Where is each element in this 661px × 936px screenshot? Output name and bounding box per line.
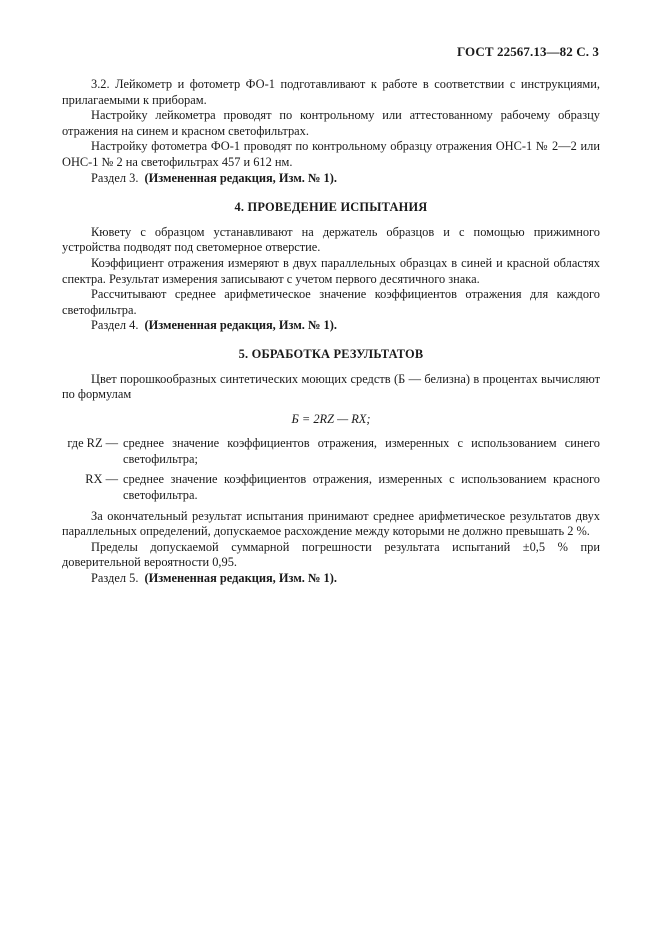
- paragraph-photometer-setup: Настройку фотометра ФО-1 проводят по контрольному образцу отражения ОНС-1 № 2—2 или ОНС-1 № 2 на светофильтрах 457 и 612 нм.: [62, 139, 600, 169]
- paragraph-average: Рассчитывают среднее арифметическое значение коэффициентов отражения для каждого светофильтра.: [62, 287, 600, 317]
- paragraph-cuvette: Кювету с образцом устанавливают на держатель образцов и с помощью прижимного устройства подводят под светомерное отверстие.: [62, 224, 600, 255]
- definition-desc-rz: среднее значение коэффициентов отражения, измеренных с использованием синего светофильтра;: [123, 436, 600, 466]
- paragraph-3-2: 3.2. Лейкометр и фотометр ФО-1 подготавливают к работе в соответствии с инструкциями, прилагаемыми к приборам.: [62, 77, 600, 107]
- whiteness-formula: Б = 2RZ — RX;: [291, 411, 371, 426]
- amendment-note-section-3: [62, 171, 600, 187]
- definition-desc-rx: среднее значение коэффициентов отражения, измеренных с использованием красного светофильтра.: [123, 472, 600, 503]
- note-prefix: Раздел 3.: [91, 170, 139, 185]
- amendment-note-section-5: [62, 571, 600, 587]
- paragraph-leukometer-setup: Настройку лейкометра проводят по контрольному или аттестованному рабочему образцу отражения на синем и красном светофильтрах.: [62, 108, 600, 138]
- amendment-note-section-4: [62, 318, 600, 334]
- paragraph-final-result: За окончательный результат испытания принимают среднее арифметическое результатов двух параллельных определений, допускаемое расхождение между которыми не должно превышать 2 %.: [62, 508, 600, 539]
- definition-rz: [62, 436, 600, 467]
- note-bold: (Измененная редакция, Изм. № 1).: [144, 571, 337, 586]
- paragraph-error-limits: Пределы допускаемой суммарной погрешности результата испытаний ±0,5 % при доверительной вероятности 0,95.: [62, 539, 600, 570]
- note-bold: (Измененная редакция, Изм. № 1).: [144, 170, 337, 185]
- note-bold: (Измененная редакция, Изм. № 1).: [144, 318, 337, 333]
- definition-rx: [62, 472, 600, 503]
- definition-term-rx: RX —: [85, 472, 118, 487]
- section-heading-4: 4. ПРОВЕДЕНИЕ ИСПЫТАНИЯ: [234, 200, 428, 215]
- section-heading-5: 5. ОБРАБОТКА РЕЗУЛЬТАТОВ: [238, 346, 424, 361]
- paragraph-color-calc: Цвет порошкообразных синтетических моющих средств (Б — белизна) в процентах вычисляют по формулам: [62, 371, 600, 402]
- paragraph-measurement: Коэффициент отражения измеряют в двух параллельных образцах в синей и красной областях спектра. Результат измерения записывают с учетом первого десятичного знака.: [62, 255, 600, 286]
- note-prefix: Раздел 5.: [91, 571, 139, 586]
- page-header: ГОСТ 22567.13—82 С. 3: [456, 44, 599, 59]
- note-prefix: Раздел 4.: [91, 318, 139, 333]
- page-content: [62, 77, 600, 587]
- definition-term-rz: где RZ —: [67, 436, 118, 451]
